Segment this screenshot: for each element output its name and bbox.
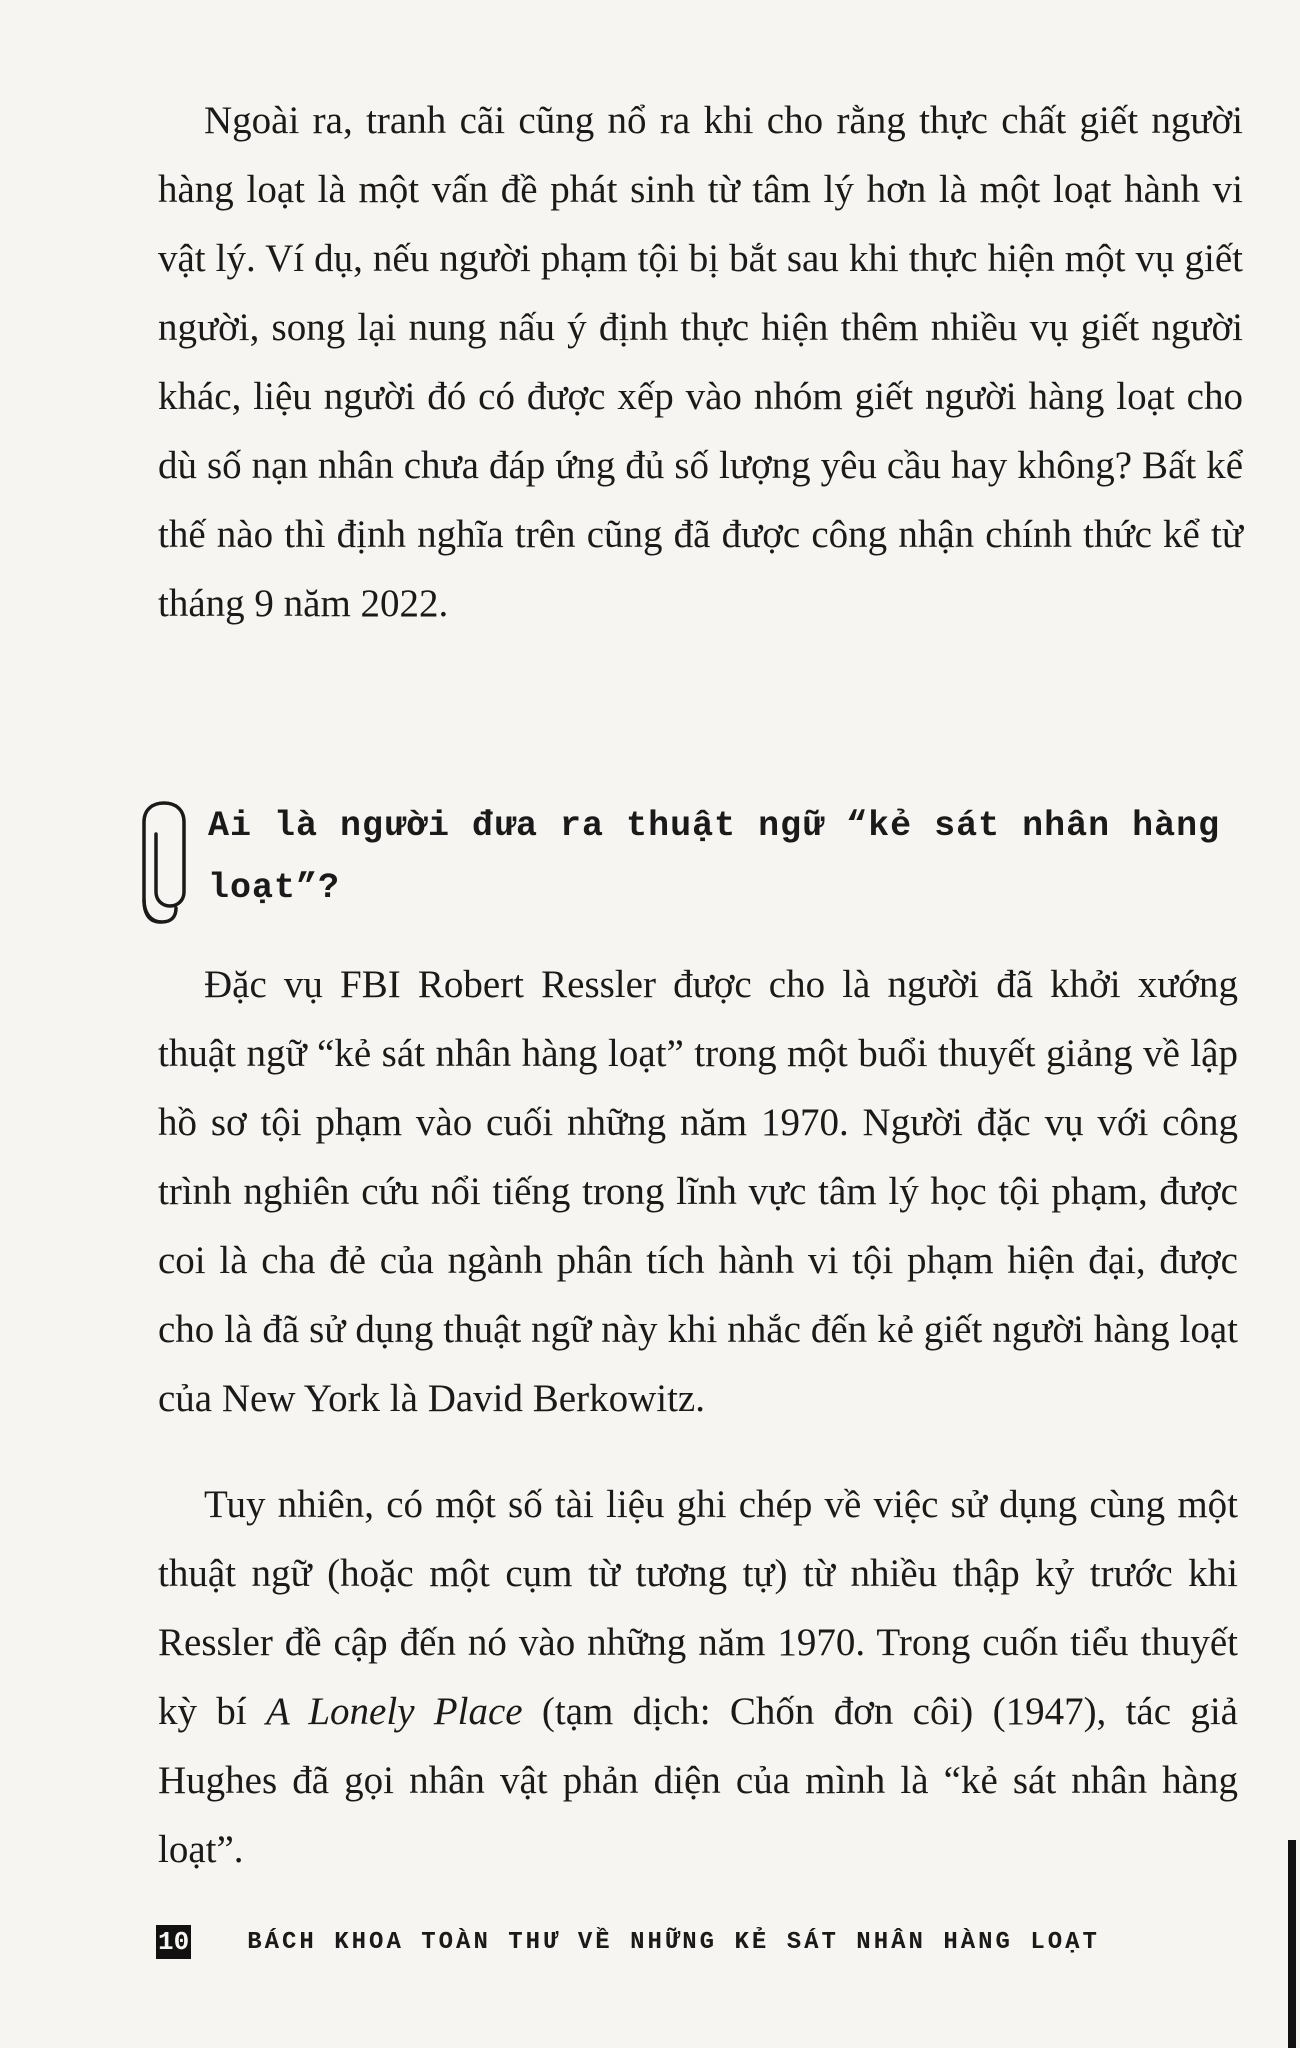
paragraph-text: (tạm dịch: Chốn đơn côi) (1947), tác giả Hughes đã gọi nhân vật phản diện của mình là “kẻ sát nhân hàng loạt”. bbox=[158, 1690, 1238, 1871]
page-footer bbox=[156, 1922, 1256, 1962]
section-heading: Ai là người đưa ra thuật ngữ “kẻ sát nhân hàng loạt”? bbox=[208, 806, 1221, 908]
paperclip-icon bbox=[140, 800, 190, 926]
running-title: BÁCH KHOA TOÀN THƯ VỀ NHỮNG KẺ SÁT NHÂN HÀNG LOẠT bbox=[247, 1928, 1100, 1956]
paragraph-definition-debate: Ngoài ra, tranh cãi cũng nổ ra khi cho rằng thực chất giết người hàng loạt là một vấn đề phát sinh từ tâm lý hơn là một loạt hành vi vật lý. Ví dụ, nếu người phạm tội bị bắt sau khi thực hiện một vụ giết người, song lại nung nấu ý định thực hiện thêm nhiều vụ giết người khác, liệu người đó có được xếp vào nhóm giết người hàng loạt cho dù số nạn nhân chưa đáp ứng đủ số lượng yêu cầu hay không? Bất kể thế nào thì định nghĩa trên cũng đã được công nhận chính thức kể từ tháng 9 năm 2022. bbox=[158, 99, 1243, 625]
paragraph-ressler: Đặc vụ FBI Robert Ressler được cho là người đã khởi xướng thuật ngữ “kẻ sát nhân hàng loạt” trong một buổi thuyết giảng về lập hồ sơ tội phạm vào cuối những năm 1970. Người đặc vụ với công trình nghiên cứu nổi tiếng trong lĩnh vực tâm lý học tội phạm, được coi là cha đẻ của ngành phân tích hành vi tội phạm hiện đại, được cho là đã sử dụng thuật ngữ này khi nhắc đến kẻ giết người hàng loạt của New York là David Berkowitz. bbox=[158, 963, 1238, 1420]
paragraph-earlier-usage bbox=[158, 1470, 1238, 1884]
page-edge-shadow bbox=[1288, 1840, 1296, 2048]
paragraph-text: Tuy nhiên, có một số tài liệu ghi chép về việc sử dụng cùng một thuật ngữ (hoặc một cụm từ tương tự) từ nhiều thập kỷ trước khi Ressler đề cập đến nó vào những năm 1970. Trong cuốn tiểu thuyết kỳ bí bbox=[158, 1483, 1238, 1733]
page-number: 10 bbox=[158, 1927, 190, 1957]
book-title: A Lonely Place bbox=[265, 1690, 523, 1733]
